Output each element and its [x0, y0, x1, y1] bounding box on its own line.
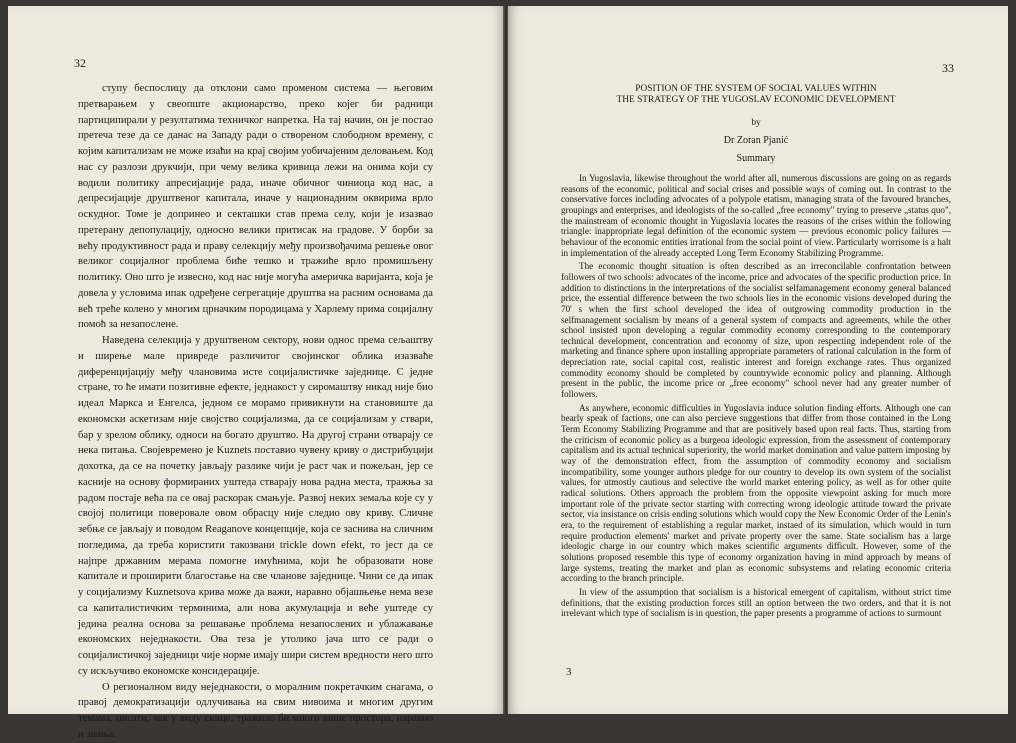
article-title — [561, 84, 951, 106]
right-text-column — [561, 84, 951, 622]
summary-heading: Summary — [736, 153, 776, 165]
right-paragraph-4: In view of the assumption that socialism is a historical emergent of capitalism, without strict time definitions, that the existing production forces still an option between the two orders, and that it is not irrelevant which type of socialism is in question, the paper presents a programme of actions to surmount — [561, 586, 951, 619]
article-title-line-1: POSITION OF THE SYSTEM OF SOCIAL VALUES WITHIN — [635, 84, 877, 94]
left-paragraph-3: О регионалном виду неједнакости, о моралним покретачким снагама, о правој демократизацији одлучивања на свим нивоима и многим другим темама, писати, чак у виду скице, тражило би много више простора, наравно и знања. — [78, 681, 433, 740]
left-paragraph-1: ступу беспослицу да отклони само променом система — његовим претварањем у свеопште акционарство, преко којег би радници партиципирали у резултатима техничког напретка. На тај начин, он је постао претеча тезе да се данас на Западу ради о створеном слободном времену, с којим капитализам не може изаћи на крај својим уобичајеним деловањем. Код нас су разлози друкчији, при чему велика кривица лежи на онима који су водили политику апресијације рада, иначе обичног чиниоца код нас, а депресијације друштвеног капитала, иначе у национадним оквирима врло оскудног. Томе је допринео и секташки став према селу, који је изазвао претерану депопулацију, односно велики притисак на градове. У борби за већу продуктивност рада и праву селекцију међу произвођачима решење овог великог социјалног проблема биће тешко и тражиће врло промишљену политику. Оно што је извесно, код нас није могућа америчка варијанта, која је довела у условима ипак одређене сегрегације друштва на расним основама да већ треће колено у многим црначким породицама у Харлему прима социјалну помоћ за незапослене. — [78, 83, 433, 331]
right-paragraph-2: The economic thought situation is often described as an irreconcilable confrontation between followers of two schools: advocates of the income, price and advocates of the specific production price. In addition to distinctions in the interpretations of the socialist selfamanagement economy general balanced price, the essential difference between the two schools lies in the economic visions developed during the 70' s when the first school developed the idea of outgrowing commodity production in the selfmanagement socialism by means of a general system of compacts and agreements, while the other school insisted upon developing a regular commodity economy corresponding to the contemporary technical development, concentration and economy of size, upon respecting independent role of the marketing and finance sphere upon installing appropriate parameters of rational calculation in the form of depreciation rate, social capital cost, realistic interest and foreign exchange rates. Thus organized commodity economy should be completed by countrywide economic policy and planning. Although present in the public, the income price or „free economy" school never had any greater number of followers. — [561, 261, 951, 400]
author-name: Dr Zoran Pjanić — [723, 134, 789, 146]
left-page — [8, 6, 504, 740]
byline-by: by — [751, 118, 761, 128]
article-title-line-2: THE STRATEGY OF THE YUGOSLAV ECONOMIC DEVELOPMENT — [616, 95, 896, 105]
right-page-number: 33 — [942, 61, 954, 75]
right-paragraph-3: As anywhere, economic difficulties in Yugoslavia induce solution finding efforts. Although one can bearly speak of factions, one can also percieve suggestions that differ from those contained in the Long Term Economy Stabilizing Programme and that are positively based upon real facts. Thus, starting from the criticism of economic policy as a burgeoa ideologic expression, from the assessment of contemporary capitalism and its actual technical superiority, the world market domination and value pattern imposing by way of the demonstration effect, from the assumption of commodity economy and socialism incompatibility, some younger authors pledge for our country to develop its own system of the socialist values, for utmostly cautious and selective the world market entering policy, as well as for other quite radical solutions. Others approach the problem from the opposite viewpoint asking for much more important role of the private sector starting with correcting wrong ideologic attitude toward the private sector, via insistance on crisis ending solutions which would copy the New Economic Order of the Lenin's era, to the requirement of establishing a regular market, instaed of its simulation, which would in turn require production elements' market and private property over the same. State socialism has a large ideologic charge in our country which makes scientific arguments difficult. However, some of the solutions proposed resemble this type of economy organization having in mind approach by means of large systems, treating the market and plan as economic subsystems and relating economic criteria according to the branch principle. — [561, 402, 951, 584]
right-page — [508, 6, 1008, 714]
left-page-number: 32 — [74, 56, 86, 70]
left-paragraph-2: Наведена селекција у друштвеном сектору, нови однос према сељаштву и ширење мале привреде различитог својинског облика изазваће диференцијацију међу члановима исте социјалистичке заједнице. С једне стране, то ће имати позитивне ефекте, једнакост у сиромаштву никад није био идеал Маркса и Енгелса, једном се морамо привикнути на становиште да економски аскетизам није својство социјализма, да се социјализам у ствари, бар у зрелом облику, односи на богато друштво. На другој страни отвараjу се нека питања. Својевремено је Kuznets поставио чувену криву о дистрибуцији дохотка, да се на почетку јављају разлике чији је раст чак и пожељан, jер се касније на основу формираних уштеда стварају нова радна места, тражња за радом постаје већа па се овај раскорак смањује. Развој неких земаља које су у својој политици поверовале овом обрасцу није следио ову криву. Сличне зебње се јављају и поводом Reaganove концепције, која се заснива на сличним погледима, да треба користити такозвани trickle down efekt, то јест да се најпре државним мерама помогне имућнима, који ће образовати нове капитале и проширити благостање на све чланове заједнице. Чини се да ипак у социјализму Kuznetsova крива може да важи, наравно објашњење нема везе са капиталистичким терминима, али нова акумулација и веће уштеде су једина реална основа за решавање проблема незапослених и ублажавање економских неједнакости. Ова теза је утолико јача што се ради о социјалистичкој заједници чије норме имају шири систем вредности него што су искључиво економске консидерације. — [78, 335, 433, 677]
left-text-column — [78, 81, 433, 743]
right-paragraph-1: In Yugoslavia, likewise throughout the world after all, numerous discussions are going on as regards reasons of the economic, political and social crises and possible ways of coming out. In contrast to the conservative forces including advocates of a polypole etatism, managing strata of the favoured branches, groupings and enterprises, and ideologists of the so-called „free economy" trying to preserve „status quo", the mainstream of economic thought in Yugoslavia locates the reasons of the crises within the following triangle: inappropriate legal definition of the economic system — previous economic policy failures — behaviour of the economic entities irrational from the social point of view. Particularly worrisome is a halt in implementation of the already accepted Long Term Economy Stabilizing Programme. — [561, 172, 951, 258]
footnote-marker: 3 — [566, 666, 572, 678]
